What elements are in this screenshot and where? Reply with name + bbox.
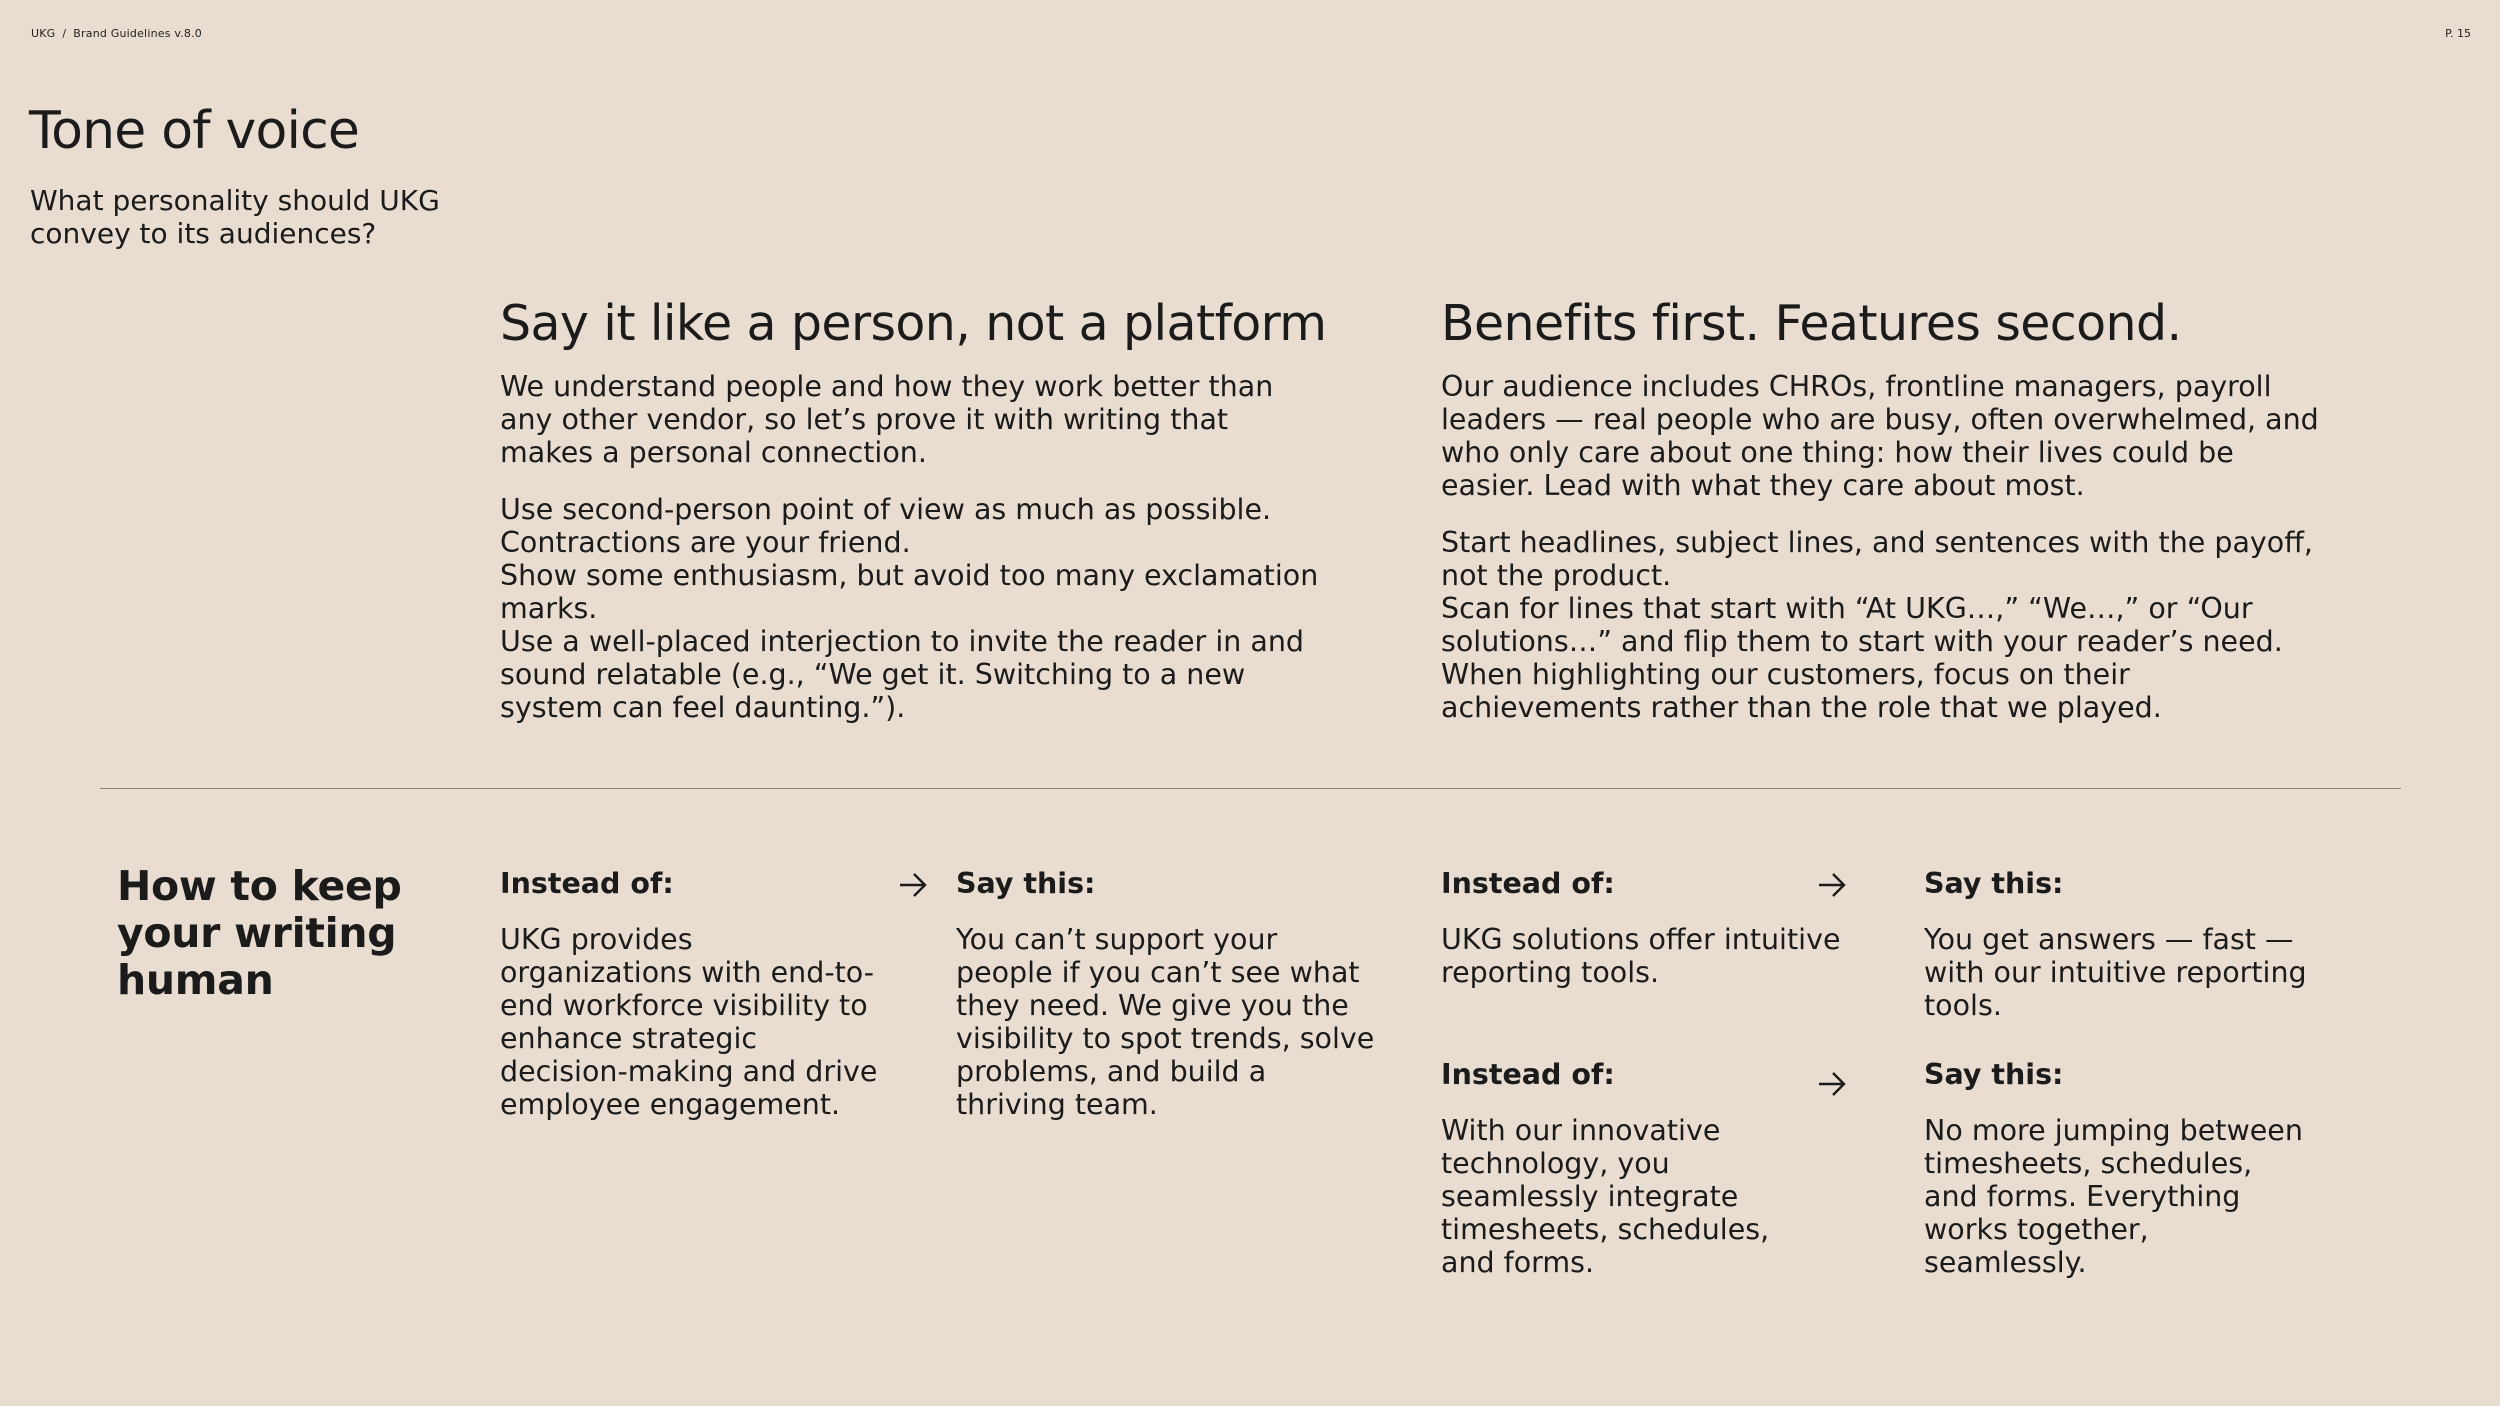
principle-paragraph: Our audience includes CHROs, frontline managers, payroll leaders — real people who are busy, often overwhelmed, and who only care about one thing: how their lives could be easier. Lead with what they care about most.: [1441, 369, 2319, 502]
principle-paragraph: Start headlines, subject lines, and sentences with the payoff, not the product. Scan for lines that start with “At UKG…,” “We…,” or “Our solutions…” and flip them to start with your reader’s need. When highlighting our customers, focus on their achievements rather than the role that we played.: [1441, 525, 2313, 724]
say-this-block: [1924, 867, 2344, 1022]
instead-of-block: [1441, 1058, 1821, 1279]
document-title: Brand Guidelines v.8.0: [73, 27, 202, 40]
say-this-label: Say this:: [1924, 867, 2064, 900]
say-this-text: You can’t support your people if you can’t see what they need. We give you the visibility to spot trends, solve problems, and build a thriving team.: [956, 923, 1375, 1121]
instead-of-block: [500, 867, 890, 1121]
say-this-label: Say this:: [956, 867, 1096, 900]
say-this-text: No more jumping between timesheets, schedules, and forms. Everything works together, seamlessly.: [1924, 1114, 2303, 1279]
instead-of-text: UKG solutions offer intuitive reporting tools.: [1441, 923, 1841, 989]
arrow-right-icon: [898, 870, 928, 900]
section-divider: [100, 788, 2401, 789]
instead-of-label: Instead of:: [1441, 1058, 1615, 1091]
principle-heading: Benefits first. Features second.: [1441, 295, 2182, 352]
section-title: How to keep your writing human: [117, 862, 402, 1004]
instead-of-label: Instead of:: [500, 867, 674, 900]
breadcrumb-separator: /: [62, 27, 67, 40]
instead-of-block: [1441, 867, 1841, 989]
principle-paragraph: Use second-person point of view as much as possible. Contractions are your friend. Show some enthusiasm, but avoid too many exclamation marks. Use a well-placed interjection to invite the reader in and sound relatable (e.g., “We get it. Switching to a new system can feel daunting.”).: [500, 492, 1319, 724]
instead-of-label: Instead of:: [1441, 867, 1615, 900]
say-this-block: [956, 867, 1376, 1121]
arrow-right-icon: [1817, 1069, 1847, 1099]
page-subtitle: What personality should UKG convey to its audiences?: [30, 184, 440, 250]
brand-label: UKG: [31, 27, 56, 40]
principle-column-1: [500, 297, 1330, 724]
arrow-right-icon: [1817, 870, 1847, 900]
say-this-block: [1924, 1058, 2304, 1279]
say-this-label: Say this:: [1924, 1058, 2064, 1091]
principle-heading: Say it like a person, not a platform: [500, 295, 1327, 352]
page-title: Tone of voice: [29, 101, 360, 161]
principle-column-2: [1441, 297, 2321, 724]
instead-of-text: UKG provides organizations with end-to-end workforce visibility to enhance strategic decision-making and drive employee engagement.: [500, 923, 878, 1121]
instead-of-text: With our innovative technology, you seamlessly integrate timesheets, schedules, and forms.: [1441, 1114, 1770, 1279]
page-number: P. 15: [2445, 27, 2471, 40]
principle-paragraph: We understand people and how they work better than any other vendor, so let’s prove it with writing that makes a personal connection.: [500, 369, 1274, 469]
say-this-text: You get answers — fast — with our intuitive reporting tools.: [1924, 923, 2307, 1022]
breadcrumb: [31, 27, 209, 40]
